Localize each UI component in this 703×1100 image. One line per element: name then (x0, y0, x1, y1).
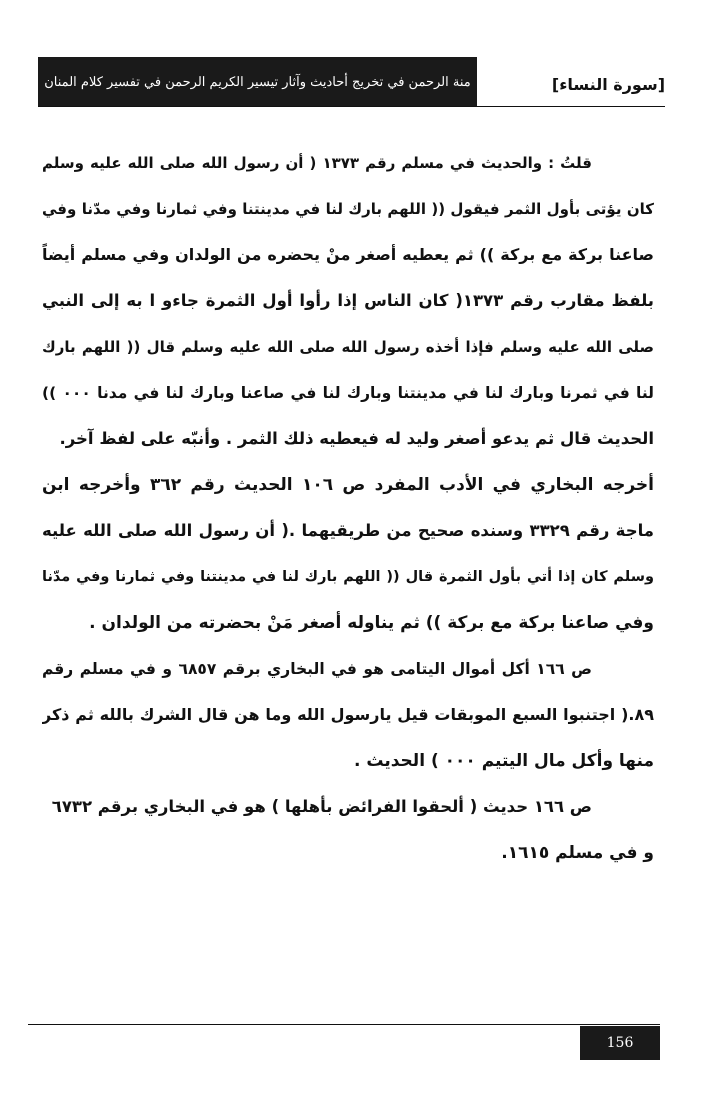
header-divider (38, 106, 665, 107)
body-line-7: الحديث قال ثم يدعو أصغر وليد له فيعطيه ذلك الثمر . وأنبّه على لفظ آخر. (59, 429, 654, 448)
body-line-2: كان يؤتى بأول الثمر فيقول (( اللهم بارك لنا في مدينتنا وفي ثمارنا وفي مدّنا وفي (42, 200, 654, 218)
body-line-13: ٨٩.( اجتنبوا السبع الموبقات قيل يارسول الله وما هن قال الشرك بالله ثم ذكر (42, 705, 654, 724)
body-line-10: وسلم كان إذا أتي بأول الثمرة قال (( اللهم بارك لنا في مدينتنا وفي ثمارنا وفي مدّنا (42, 569, 654, 585)
body-line-11: وفي صاعنا بركة مع بركة )) ثم يناوله أصغر مَنْ بحضرته من الولدان . (89, 613, 654, 633)
body-line-12: ص ١٦٦ أكل أموال اليتامى هو في البخاري برقم ٦٨٥٧ و في مسلم رقم (42, 660, 593, 678)
body-line-5: صلى الله عليه وسلم فإذا أخذه رسول الله صلى الله عليه وسلم قال (( اللهم بارك (42, 338, 654, 356)
body-line-8: أخرجه البخاري في الأدب المفرد ص ١٠٦ الحديث رقم ٣٦٢ وأخرجه ابن (42, 475, 654, 495)
body-line-9: ماجة رقم ٣٣٢٩ وسنده صحيح من طريقيهما .( أن رسول الله صلى الله عليه (42, 521, 654, 540)
body-line-15: ص ١٦٦ حديث ( ألحقوا الفرائض بأهلها ) هو في البخاري برقم ٦٧٣٢ (51, 797, 592, 816)
running-header-title-bar (38, 57, 477, 107)
page-body-text (42, 140, 654, 876)
body-line-3: صاعنا بركة مع بركة )) ثم يعطيه أصغر منْ يحضره من الولدان وفي مسلم أيضاً (42, 245, 654, 264)
body-line-1: قلتُ : والحديث في مسلم رقم ١٣٧٣ ( أن رسول الله صلى الله عليه وسلم (42, 154, 592, 172)
page-number: 156 (580, 1026, 660, 1060)
surah-label: [سورة النساء] (551, 75, 665, 94)
body-line-4: بلفظ مقارب رقم ١٣٧٣( كان الناس إذا رأوا أول الثمرة جاءو ا به إلى النبي (42, 291, 654, 310)
body-line-16: و في مسلم ١٦١٥. (501, 843, 654, 863)
book-title: منة الرحمن في تخريج أحاديث وآثار تيسير الكريم الرحمن في تفسير كلام المنان (44, 74, 471, 90)
footer-divider (28, 1024, 660, 1025)
body-line-6: لنا في ثمرنا وبارك لنا في مدينتنا وبارك لنا في صاعنا وبارك لنا في مدنا ۰۰۰ )) (42, 384, 654, 402)
body-line-14: منها وأكل مال اليتيم ۰۰۰ ) الحديث . (353, 751, 654, 771)
